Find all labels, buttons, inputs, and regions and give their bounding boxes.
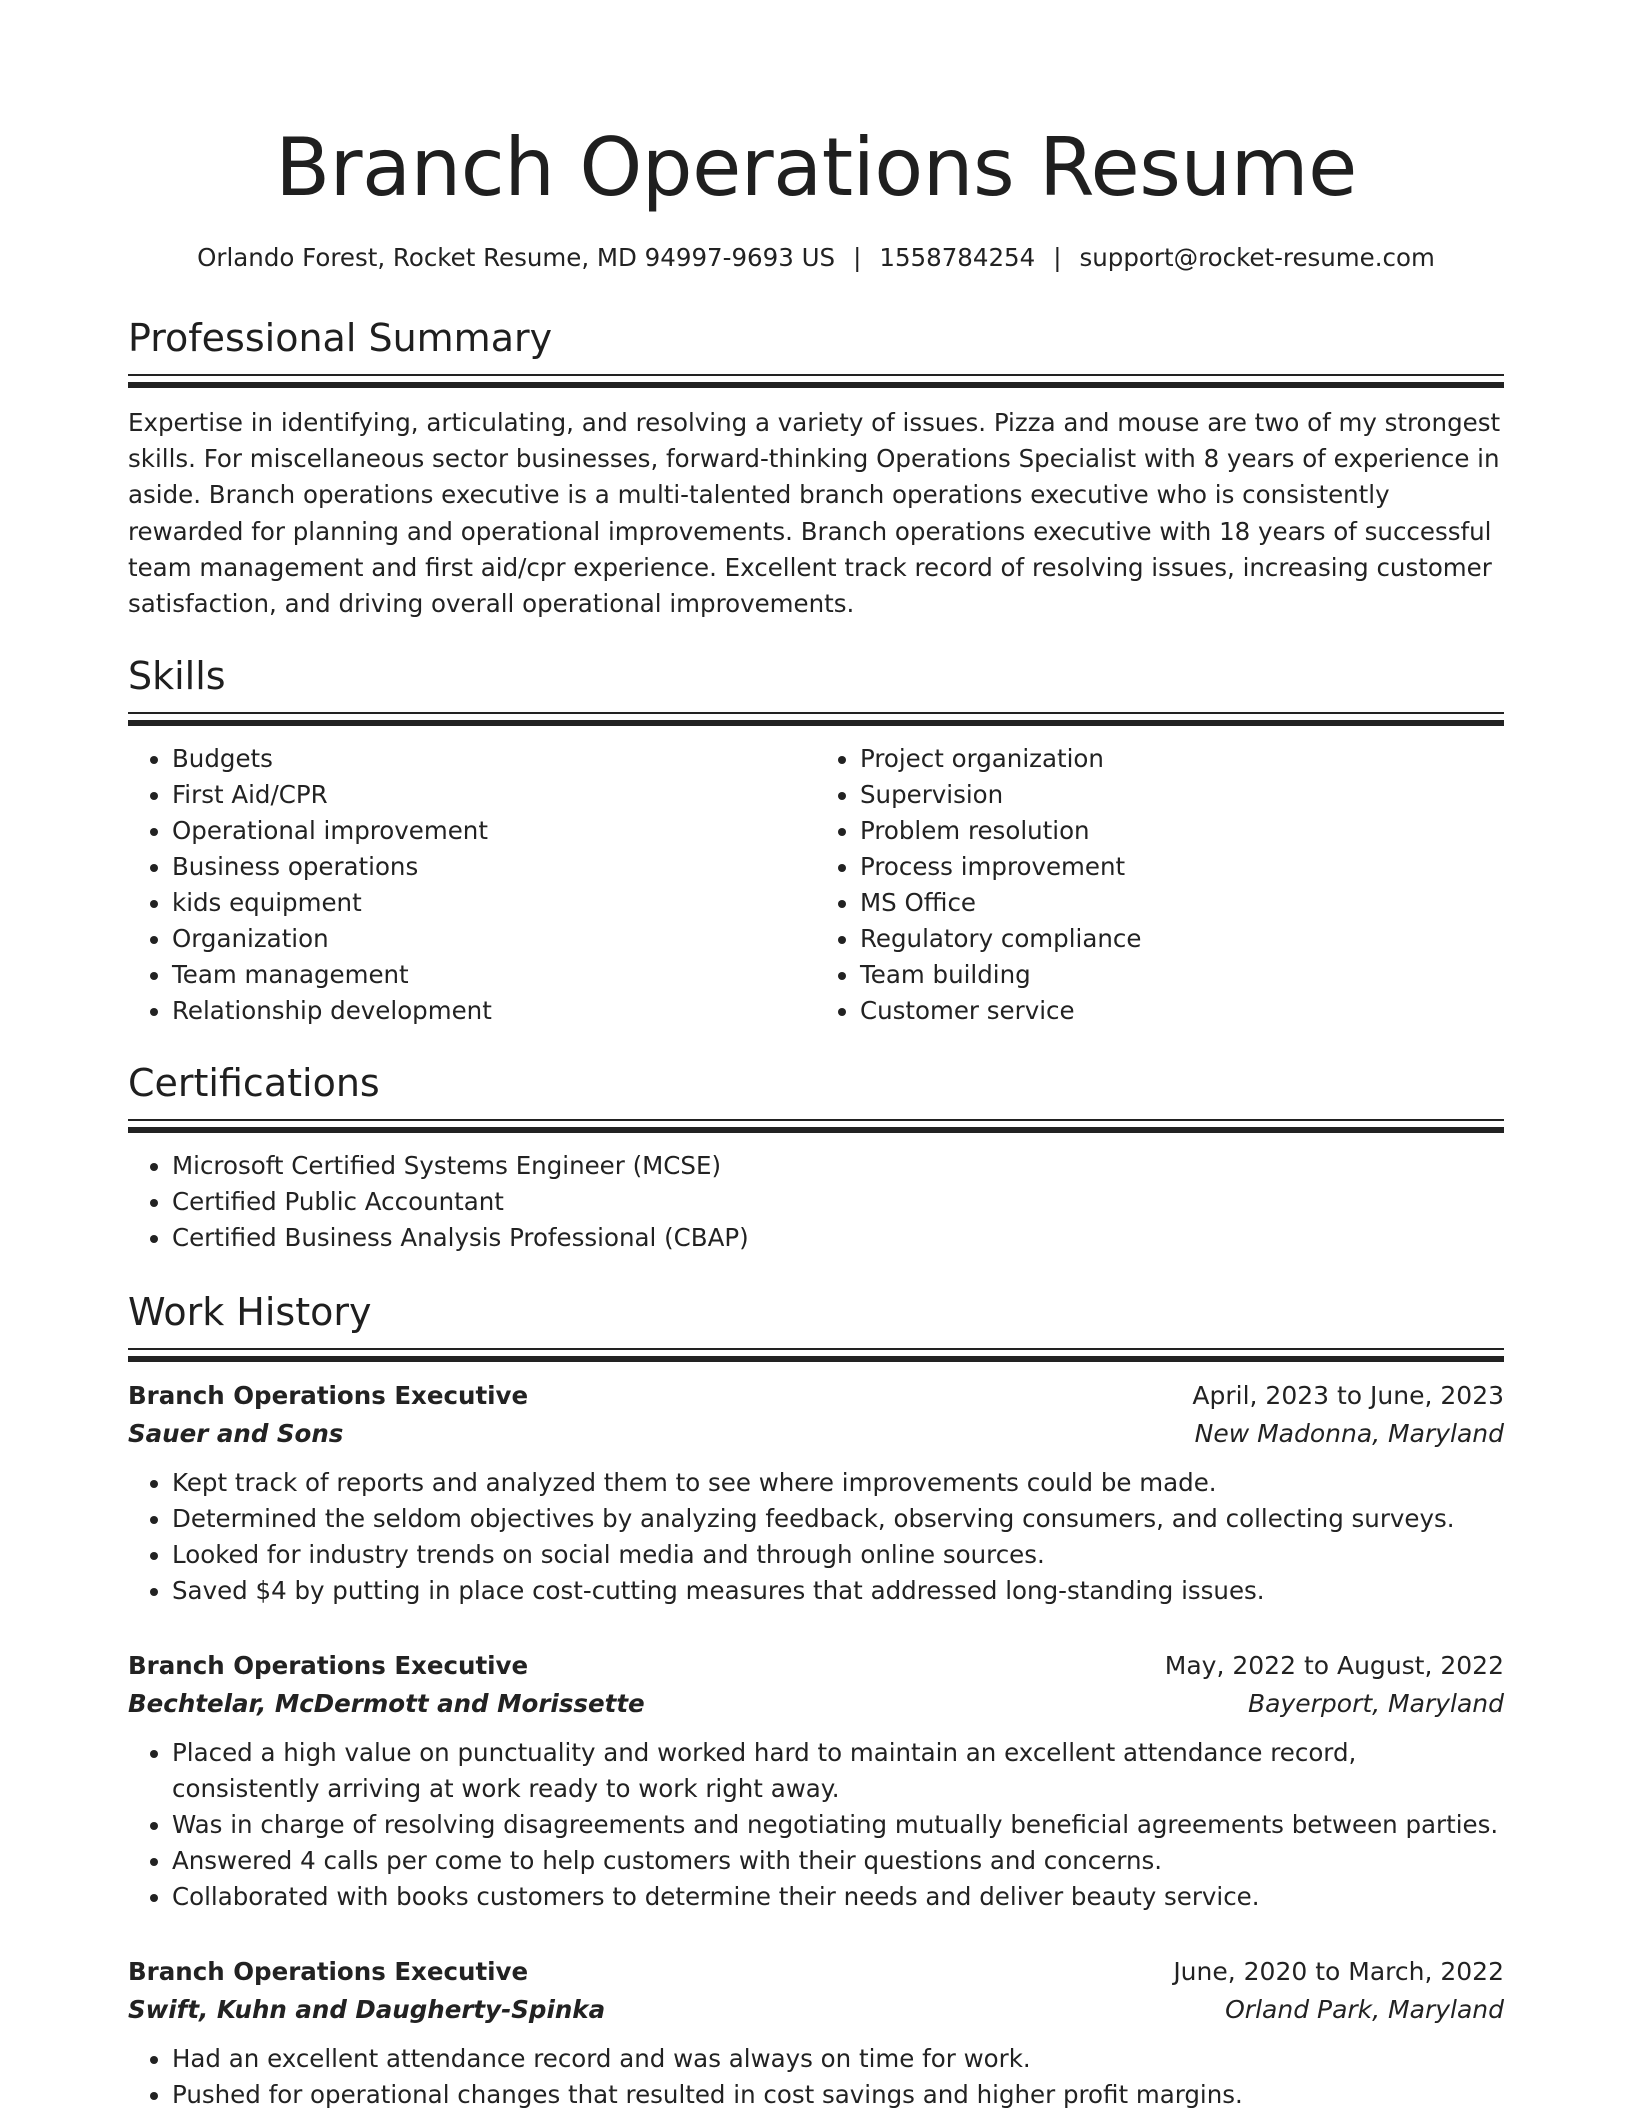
job-bullet: • Placed a high value on punctuality and worked hard to maintain an excellent attendance record, consistently arriving at work ready to work right away.	[172, 1735, 1504, 1807]
resume-title: Branch Operations Resume	[275, 121, 1357, 214]
job-bullet: • Collaborated with books customers to determine their needs and deliver beauty service.	[172, 1879, 1504, 1915]
skill-item: • Team building	[860, 957, 1504, 993]
skill-item: • Process improvement	[860, 849, 1504, 885]
summary-section	[128, 314, 1504, 622]
jobs-list	[128, 1377, 1504, 2113]
job-company-row	[128, 1991, 1504, 2029]
job-company-row	[128, 1415, 1504, 1453]
skills-list-right	[816, 741, 1504, 1029]
job-bullet: • Answered 4 calls per come to help customers with their questions and concerns.	[172, 1843, 1504, 1879]
job-title: Branch Operations Executive	[128, 1957, 529, 1987]
certification-item: • Certified Public Accountant	[172, 1184, 1504, 1220]
job-bullet: • Was in charge of resolving disagreements and negotiating mutually beneficial agreements between parties.	[172, 1807, 1504, 1843]
section-heading-summary: Professional Summary	[128, 316, 553, 360]
job-bullets	[128, 2041, 1504, 2113]
job-title: Branch Operations Executive	[128, 1381, 529, 1411]
job-entry	[128, 1647, 1504, 1915]
skill-item: • Business operations	[172, 849, 816, 885]
skill-item: • kids equipment	[172, 885, 816, 921]
skill-item: • Problem resolution	[860, 813, 1504, 849]
job-bullet: • Had an excellent attendance record and was always on time for work.	[172, 2041, 1504, 2077]
certification-item: • Microsoft Certified Systems Engineer (MCSE)	[172, 1148, 1504, 1184]
section-heading-certifications: Certifications	[128, 1061, 380, 1106]
section-heading-work: Work History	[128, 1290, 372, 1335]
contact-email: support@rocket-resume.com	[1079, 243, 1435, 272]
contact-address: Orlando Forest, Rocket Resume, MD 94997-9693 US	[197, 243, 836, 272]
job-bullets	[128, 1735, 1504, 1915]
job-dates: April, 2023 to June, 2023	[1192, 1381, 1504, 1411]
resume-page	[128, 0, 1504, 2113]
skill-item: • Budgets	[172, 741, 816, 777]
job-bullet: • Determined the seldom objectives by analyzing feedback, observing consumers, and collecting surveys.	[172, 1501, 1504, 1537]
skill-item: • Relationship development	[172, 993, 816, 1029]
summary-text: Expertise in identifying, articulating, and resolving a variety of issues. Pizza and mouse are two of my strongest skills. For miscellaneous sector businesses, forward-thinking Operations Specialist with 8 years of experience in aside. Branch operations executive is a multi-talented branch operations executive who is consistently rewarded for planning and operational improvements. Branch operations executive with 18 years of successful team management and first aid/cpr experience. Excellent track record of resolving issues, increasing customer satisfaction, and driving overall operational improvements.	[128, 408, 1501, 619]
job-header-row	[128, 1377, 1504, 1415]
skills-grid	[128, 741, 1504, 1029]
skill-item: • MS Office	[860, 885, 1504, 921]
job-bullet: • Saved $4 by putting in place cost-cutting measures that addressed long-standing issues.	[172, 1573, 1504, 1609]
section-heading-skills: Skills	[128, 654, 226, 699]
job-header-row	[128, 1647, 1504, 1685]
job-bullet: • Pushed for operational changes that resulted in cost savings and higher profit margins.	[172, 2077, 1504, 2113]
section-divider	[128, 374, 1504, 389]
skill-item: • Customer service	[860, 993, 1504, 1029]
job-location: Bayerport, Maryland	[1247, 1689, 1504, 1719]
skill-item: • Team management	[172, 957, 816, 993]
job-bullet: • Looked for industry trends on social media and through online sources.	[172, 1537, 1504, 1573]
job-entry	[128, 1953, 1504, 2113]
skill-item: • First Aid/CPR	[172, 777, 816, 813]
job-dates: May, 2022 to August, 2022	[1164, 1651, 1504, 1681]
job-location: New Madonna, Maryland	[1194, 1419, 1504, 1449]
skill-item: • Supervision	[860, 777, 1504, 813]
job-bullets	[128, 1465, 1504, 1609]
certifications-section	[128, 1059, 1504, 1256]
job-location: Orland Park, Maryland	[1225, 1995, 1504, 2025]
skill-item: • Organization	[172, 921, 816, 957]
skill-item: • Operational improvement	[172, 813, 816, 849]
section-divider	[128, 1119, 1504, 1134]
section-divider	[128, 1348, 1504, 1363]
contact-phone: 1558784254	[879, 243, 1036, 272]
job-header-row	[128, 1953, 1504, 1991]
job-company: Swift, Kuhn and Daugherty-Spinka	[128, 1995, 606, 2025]
job-dates: June, 2020 to March, 2022	[1173, 1957, 1504, 1987]
job-company-row	[128, 1685, 1504, 1723]
skill-item: • Project organization	[860, 741, 1504, 777]
certification-item: • Certified Business Analysis Professional (CBAP)	[172, 1220, 1504, 1256]
job-bullet: • Kept track of reports and analyzed them to see where improvements could be made.	[172, 1465, 1504, 1501]
contact-separator: |	[1053, 243, 1062, 272]
job-company: Sauer and Sons	[128, 1419, 344, 1449]
contact-separator: |	[853, 243, 862, 272]
job-entry	[128, 1377, 1504, 1609]
skill-item: • Regulatory compliance	[860, 921, 1504, 957]
skills-list-left	[128, 741, 816, 1029]
certifications-list	[128, 1148, 1504, 1256]
job-title: Branch Operations Executive	[128, 1651, 529, 1681]
job-company: Bechtelar, McDermott and Morissette	[128, 1689, 645, 1719]
skills-section	[128, 652, 1504, 1029]
contact-line	[128, 240, 1504, 276]
work-section	[128, 1288, 1504, 2113]
section-divider	[128, 712, 1504, 727]
